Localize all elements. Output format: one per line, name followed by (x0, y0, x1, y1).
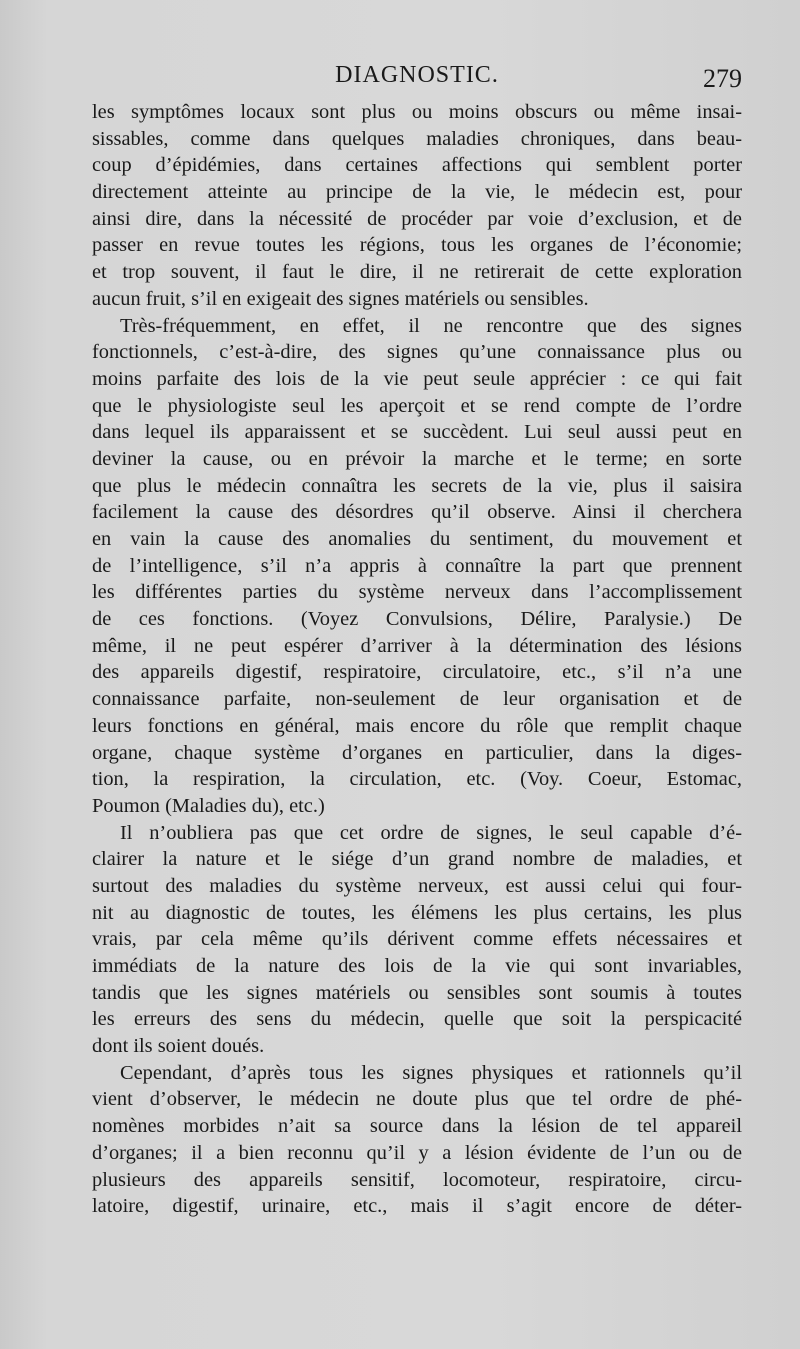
text-line: ainsi dire, dans la nécessité de procéder par voie d’exclusion, et de (92, 207, 742, 230)
text-line: sissables, comme dans quelques maladies chroniques, dans beau- (92, 127, 742, 150)
text-line: tandis que les signes matériels ou sensibles sont soumis à toutes (92, 981, 742, 1004)
text-line: et trop souvent, il faut le dire, il ne retirerait de cette exploration (92, 261, 742, 284)
text-line: que le physiologiste seul les aperçoit et se rend compte de l’ordre (92, 394, 742, 417)
text-line: immédiats de la nature des lois de la vie qui sont invariables, (92, 955, 742, 977)
text-line: connaissance parfaite, non-seulement de leur organisation et de (92, 688, 742, 711)
text-line: facilement la cause des désordres qu’il observe. Ainsi il cherchera (92, 501, 742, 524)
text-line: les symptômes locaux sont plus ou moins obscurs ou même insai- (92, 101, 742, 123)
text-line: même, il ne peut espérer d’arriver à la détermination des lésions (92, 634, 742, 657)
text-line: surtout des maladies du système nerveux, est aussi celui qui four- (92, 874, 742, 897)
text-line: aucun fruit, s’il en exigeait des signes matériels ou sensibles. (92, 287, 589, 310)
text-line: d’organes; il a bien reconnu qu’il y a lésion évidente de l’un ou de (92, 1141, 742, 1164)
text-line: vient d’observer, le médecin ne doute plus que tel ordre de phé- (92, 1088, 742, 1111)
text-line: en vain la cause des anomalies du sentiment, du mouvement et (92, 528, 742, 550)
page-header (92, 62, 742, 96)
text-line: nomènes morbides n’ait sa source dans la lésion de tel appareil (92, 1115, 742, 1138)
text-line: de l’intelligence, s’il n’a appris à connaître la part que prennent (92, 554, 742, 577)
text-line: Poumon (Maladies du), etc.) (92, 794, 325, 817)
text-line: organe, chaque système d’organes en particulier, dans la diges- (92, 741, 742, 764)
page-number: 279 (703, 64, 742, 93)
text-line: deviner la cause, ou en prévoir la marche et le terme; en sorte (92, 447, 742, 470)
running-title: DIAGNOSTIC. (335, 62, 499, 88)
text-line: clairer la nature et le siége d’un grand nombre de maladies, et (92, 848, 742, 871)
text-line: les différentes parties du système nerveux dans l’accomplissement (92, 581, 742, 604)
text-line: Il n’oubliera pas que cet ordre de signes, le seul capable d’é- (120, 821, 742, 844)
text-line: les erreurs des sens du médecin, quelle que soit la perspicacité (92, 1008, 742, 1031)
text-line: de ces fonctions. (Voyez Convulsions, Délire, Paralysie.) De (92, 608, 742, 631)
text-line: leurs fonctions en général, mais encore du rôle que remplit chaque (92, 714, 742, 737)
text-line: vrais, par cela même qu’ils dérivent comme effets nécessaires et (92, 928, 742, 951)
text-line: Cependant, d’après tous les signes physiques et rationnels qu’il (120, 1061, 742, 1084)
text-line: moins parfaite des lois de la vie peut seule apprécier : ce qui fait (92, 367, 742, 390)
text-line: plusieurs des appareils sensitif, locomoteur, respiratoire, circu- (92, 1168, 742, 1191)
text-line: dont ils soient doués. (92, 1035, 265, 1058)
body-text (92, 99, 742, 1220)
text-line: fonctionnels, c’est-à-dire, des signes qu’une connaissance plus ou (92, 341, 742, 364)
text-line: tion, la respiration, la circulation, etc. (Voy. Coeur, Estomac, (92, 768, 742, 791)
text-line: nit au diagnostic de toutes, les élémens les plus certains, les plus (92, 901, 742, 924)
text-line: directement atteinte au principe de la vie, le médecin est, pour (92, 181, 742, 204)
text-line: coup d’épidémies, dans certaines affections qui semblent porter (92, 154, 742, 177)
text-line: Très-fréquemment, en effet, il ne rencontre que des signes (120, 314, 742, 337)
text-line: que plus le médecin connaîtra les secrets de la vie, plus il saisira (92, 474, 742, 497)
text-line: latoire, digestif, urinaire, etc., mais il s’agit encore de déter- (92, 1195, 742, 1218)
text-line: des appareils digestif, respiratoire, circulatoire, etc., s’il n’a une (92, 661, 742, 684)
text-line: passer en revue toutes les régions, tous les organes de l’économie; (92, 234, 742, 257)
text-line: dans lequel ils apparaissent et se succèdent. Lui seul aussi peut en (92, 421, 742, 444)
